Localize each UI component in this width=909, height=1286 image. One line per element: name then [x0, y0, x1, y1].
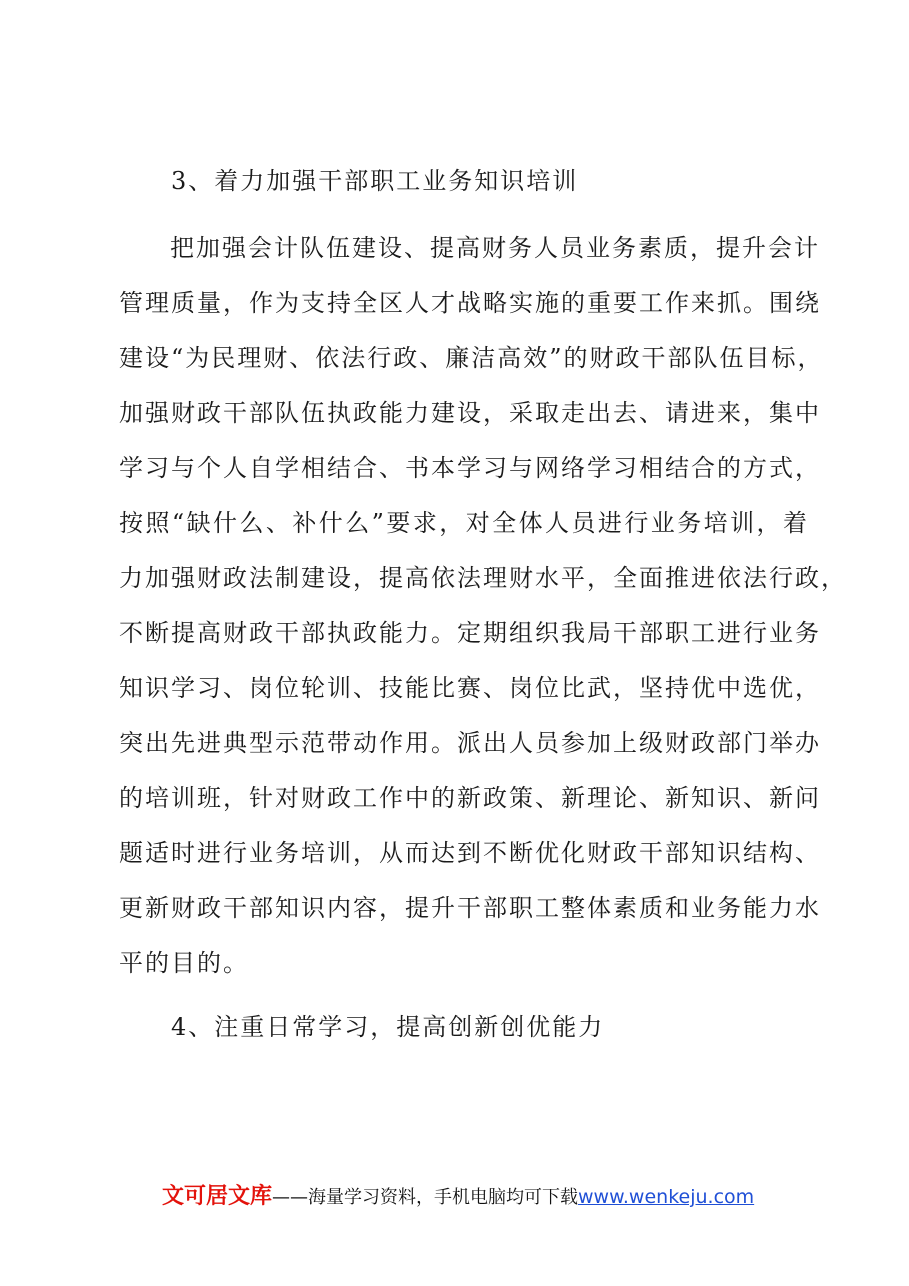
- paragraph-line: 学习与个人自学相结合、书本学习与网络学习相结合的方式，: [119, 454, 821, 482]
- brand-name: 文可居文库: [162, 1184, 273, 1209]
- paragraph-line: 平的目的。: [119, 949, 249, 977]
- paragraph-line: 力加强财政法制建设，提高依法理财水平，全面推进依法行政，: [119, 564, 847, 592]
- paragraph-line: 建设“为民理财、依法行政、廉洁高效”的财政干部队伍目标，: [119, 344, 824, 372]
- paragraph-line: 按照“缺什么、补什么”要求，对全体人员进行业务培训，着: [119, 509, 809, 537]
- section-heading-3: 3、着力加强干部职工业务知识培训: [171, 167, 579, 195]
- paragraph: [119, 221, 847, 991]
- paragraph-line: 加强财政干部队伍执政能力建设，采取走出去、请进来，集中: [119, 399, 821, 427]
- footer-banner: [162, 1182, 754, 1213]
- paragraph-line: 不断提高财政干部执政能力。定期组织我局干部职工进行业务: [119, 619, 821, 647]
- footer-tagline: ——海量学习资料，手机电脑均可下载: [272, 1187, 579, 1208]
- paragraph-line: 把加强会计队伍建设、提高财务人员业务素质，提升会计: [170, 234, 820, 262]
- paragraph-line: 突出先进典型示范带动作用。派出人员参加上级财政部门举办: [119, 729, 821, 757]
- paragraph-line: 更新财政干部知识内容，提升干部职工整体素质和业务能力水: [119, 894, 821, 922]
- paragraph-line: 题适时进行业务培训，从而达到不断优化财政干部知识结构、: [119, 839, 821, 867]
- paragraph-line: 管理质量，作为支持全区人才战略实施的重要工作来抓。围绕: [119, 289, 821, 317]
- paragraph-line: 知识学习、岗位轮训、技能比赛、岗位比武，坚持优中选优，: [119, 674, 821, 702]
- section-heading-4: 4、注重日常学习，提高创新创优能力: [171, 1013, 605, 1041]
- website-link[interactable]: www.wenkeju.com: [578, 1186, 755, 1208]
- paragraph-line: 的培训班，针对财政工作中的新政策、新理论、新知识、新问: [119, 784, 821, 812]
